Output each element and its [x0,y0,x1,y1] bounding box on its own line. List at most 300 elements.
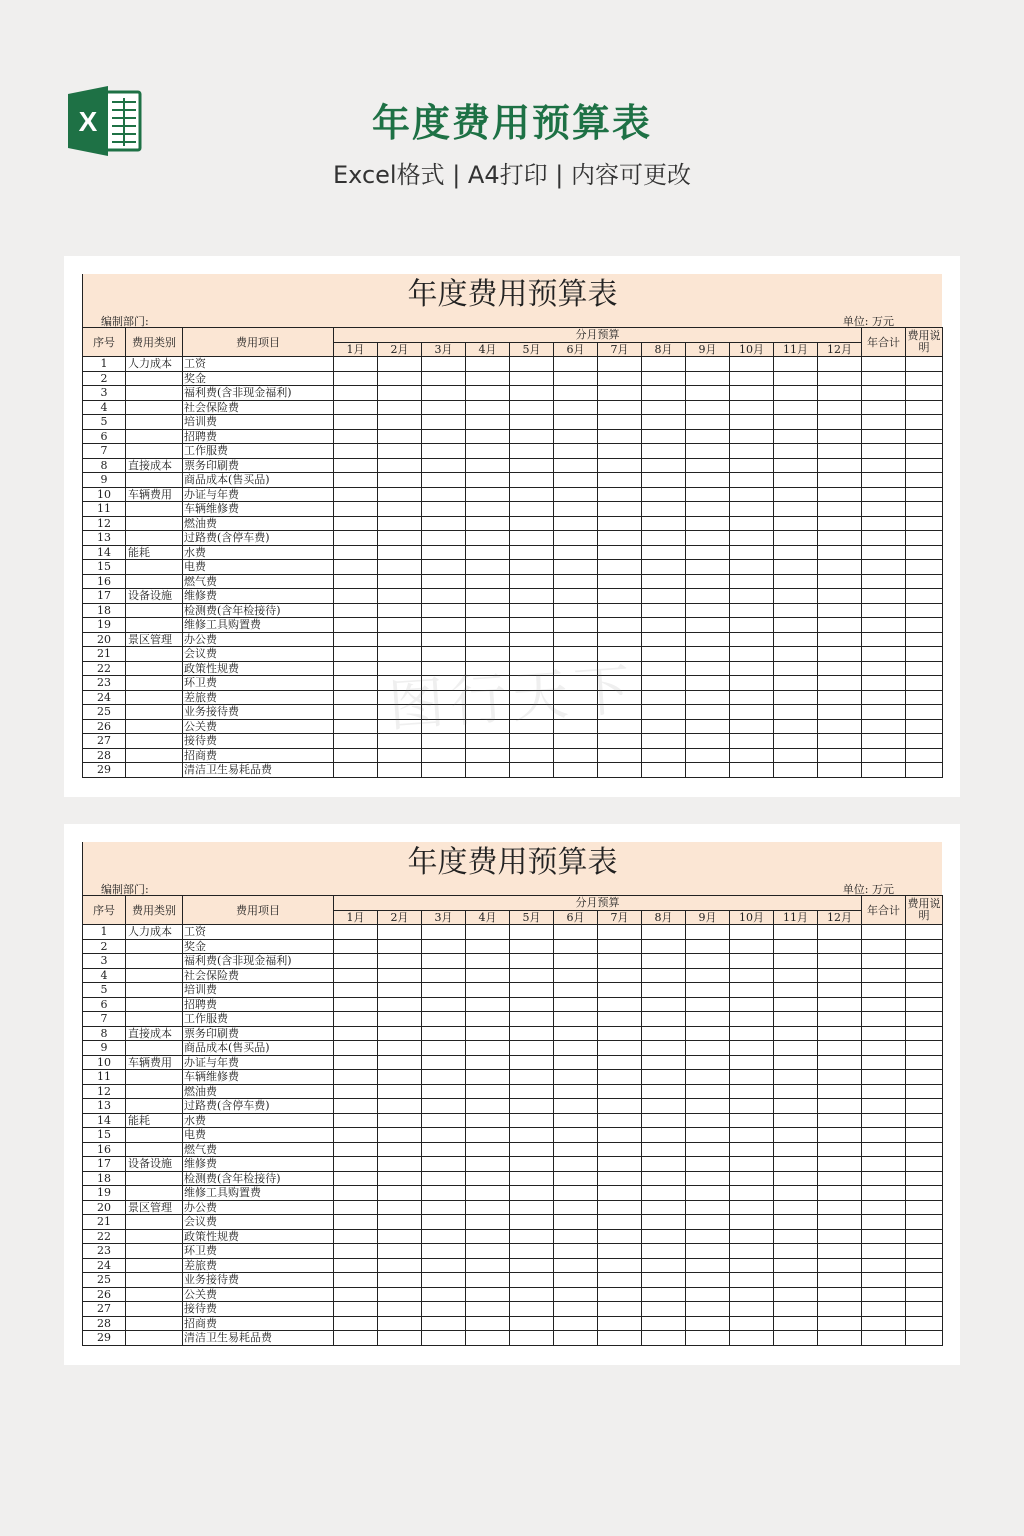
cell-month-value[interactable] [642,1012,686,1027]
cell-month-value[interactable] [466,473,510,488]
cell-month-value[interactable] [334,1316,378,1331]
cell-month-value[interactable] [730,661,774,676]
cell-total[interactable] [862,925,906,940]
cell-month-value[interactable] [334,705,378,720]
cell-month-value[interactable] [598,415,642,430]
cell-note[interactable] [906,429,943,444]
cell-month-value[interactable] [554,997,598,1012]
cell-month-value[interactable] [686,1012,730,1027]
cell-month-value[interactable] [378,748,422,763]
cell-seq[interactable]: 24 [83,1258,126,1273]
cell-month-value[interactable] [422,1026,466,1041]
cell-seq[interactable]: 15 [83,560,126,575]
cell-month-value[interactable] [466,1026,510,1041]
cell-month-value[interactable] [686,997,730,1012]
cell-seq[interactable]: 2 [83,371,126,386]
cell-month-value[interactable] [774,1215,818,1230]
cell-month-value[interactable] [422,545,466,560]
cell-month-value[interactable] [510,1128,554,1143]
cell-month-value[interactable] [334,1157,378,1172]
cell-note[interactable] [906,1273,943,1288]
cell-month-value[interactable] [774,502,818,517]
cell-month-value[interactable] [730,719,774,734]
cell-item[interactable]: 票务印刷费 [183,458,334,473]
cell-seq[interactable]: 9 [83,1041,126,1056]
cell-month-value[interactable] [334,748,378,763]
cell-note[interactable] [906,1041,943,1056]
cell-category[interactable] [126,954,183,969]
cell-month-value[interactable] [466,954,510,969]
cell-month-value[interactable] [774,1200,818,1215]
cell-note[interactable] [906,458,943,473]
cell-note[interactable] [906,1070,943,1085]
cell-month-value[interactable] [642,676,686,691]
cell-item[interactable]: 会议费 [183,647,334,662]
cell-month-value[interactable] [554,1287,598,1302]
cell-month-value[interactable] [686,1070,730,1085]
cell-month-value[interactable] [774,1128,818,1143]
cell-category[interactable] [126,1244,183,1259]
cell-month-value[interactable] [422,1316,466,1331]
cell-total[interactable] [862,1026,906,1041]
cell-month-value[interactable] [378,603,422,618]
cell-note[interactable] [906,444,943,459]
cell-seq[interactable]: 17 [83,1157,126,1172]
cell-month-value[interactable] [554,1171,598,1186]
cell-month-value[interactable] [818,1026,862,1041]
cell-month-value[interactable] [378,676,422,691]
cell-month-value[interactable] [466,1229,510,1244]
cell-month-value[interactable] [730,1273,774,1288]
cell-month-value[interactable] [422,429,466,444]
cell-month-value[interactable] [510,1302,554,1317]
cell-month-value[interactable] [686,1128,730,1143]
cell-month-value[interactable] [774,1099,818,1114]
cell-total[interactable] [862,473,906,488]
cell-month-value[interactable] [466,1084,510,1099]
cell-category[interactable] [126,400,183,415]
cell-total[interactable] [862,531,906,546]
cell-total[interactable] [862,1099,906,1114]
cell-month-value[interactable] [510,574,554,589]
cell-month-value[interactable] [422,1012,466,1027]
cell-month-value[interactable] [510,1084,554,1099]
cell-month-value[interactable] [466,1302,510,1317]
cell-note[interactable] [906,618,943,633]
cell-seq[interactable]: 17 [83,589,126,604]
cell-month-value[interactable] [422,734,466,749]
cell-total[interactable] [862,1113,906,1128]
cell-item[interactable]: 接待费 [183,734,334,749]
cell-month-value[interactable] [642,1258,686,1273]
cell-seq[interactable]: 25 [83,705,126,720]
cell-seq[interactable]: 1 [83,357,126,372]
cell-total[interactable] [862,371,906,386]
cell-month-value[interactable] [334,1142,378,1157]
cell-month-value[interactable] [818,748,862,763]
cell-month-value[interactable] [422,618,466,633]
cell-seq[interactable]: 15 [83,1128,126,1143]
cell-month-value[interactable] [334,1215,378,1230]
cell-month-value[interactable] [422,415,466,430]
cell-total[interactable] [862,632,906,647]
cell-month-value[interactable] [730,618,774,633]
cell-month-value[interactable] [774,1186,818,1201]
cell-category[interactable] [126,618,183,633]
cell-month-value[interactable] [686,1273,730,1288]
cell-month-value[interactable] [818,516,862,531]
cell-month-value[interactable] [510,1331,554,1346]
cell-month-value[interactable] [422,357,466,372]
cell-month-value[interactable] [730,1302,774,1317]
cell-month-value[interactable] [730,676,774,691]
cell-month-value[interactable] [774,386,818,401]
cell-note[interactable] [906,1186,943,1201]
cell-month-value[interactable] [730,1070,774,1085]
cell-month-value[interactable] [598,357,642,372]
cell-item[interactable]: 车辆维修费 [183,502,334,517]
cell-month-value[interactable] [378,1171,422,1186]
cell-month-value[interactable] [774,574,818,589]
cell-month-value[interactable] [378,1200,422,1215]
cell-note[interactable] [906,763,943,778]
cell-total[interactable] [862,1244,906,1259]
cell-month-value[interactable] [598,487,642,502]
cell-month-value[interactable] [686,954,730,969]
cell-month-value[interactable] [466,661,510,676]
cell-month-value[interactable] [334,357,378,372]
cell-month-value[interactable] [378,763,422,778]
cell-month-value[interactable] [818,1331,862,1346]
cell-month-value[interactable] [554,734,598,749]
cell-total[interactable] [862,1070,906,1085]
cell-month-value[interactable] [642,734,686,749]
cell-month-value[interactable] [334,1186,378,1201]
cell-month-value[interactable] [818,618,862,633]
cell-item[interactable]: 燃气费 [183,1142,334,1157]
cell-total[interactable] [862,1128,906,1143]
cell-month-value[interactable] [774,1070,818,1085]
cell-item[interactable]: 工作服费 [183,1012,334,1027]
cell-month-value[interactable] [818,357,862,372]
cell-month-value[interactable] [642,1142,686,1157]
cell-month-value[interactable] [774,939,818,954]
cell-month-value[interactable] [774,763,818,778]
cell-month-value[interactable] [642,1302,686,1317]
cell-month-value[interactable] [686,618,730,633]
cell-month-value[interactable] [466,1055,510,1070]
cell-category[interactable] [126,647,183,662]
cell-month-value[interactable] [554,386,598,401]
cell-month-value[interactable] [466,968,510,983]
cell-month-value[interactable] [466,371,510,386]
cell-total[interactable] [862,357,906,372]
cell-note[interactable] [906,925,943,940]
cell-month-value[interactable] [774,1026,818,1041]
cell-month-value[interactable] [466,1041,510,1056]
cell-item[interactable]: 政策性规费 [183,1229,334,1244]
cell-month-value[interactable] [774,1157,818,1172]
cell-item[interactable]: 招商费 [183,1316,334,1331]
cell-month-value[interactable] [554,473,598,488]
cell-month-value[interactable] [730,705,774,720]
cell-month-value[interactable] [334,371,378,386]
cell-month-value[interactable] [818,705,862,720]
cell-month-value[interactable] [642,954,686,969]
cell-month-value[interactable] [818,444,862,459]
cell-seq[interactable]: 11 [83,502,126,517]
cell-category[interactable]: 设备设施 [126,1157,183,1172]
cell-total[interactable] [862,1215,906,1230]
cell-item[interactable]: 公关费 [183,1287,334,1302]
cell-month-value[interactable] [554,1258,598,1273]
cell-month-value[interactable] [686,429,730,444]
cell-month-value[interactable] [730,1026,774,1041]
cell-month-value[interactable] [730,690,774,705]
cell-month-value[interactable] [774,371,818,386]
cell-total[interactable] [862,1084,906,1099]
cell-month-value[interactable] [730,763,774,778]
cell-month-value[interactable] [686,473,730,488]
cell-seq[interactable]: 27 [83,734,126,749]
cell-category[interactable] [126,705,183,720]
cell-month-value[interactable] [422,1215,466,1230]
cell-note[interactable] [906,357,943,372]
cell-month-value[interactable] [818,371,862,386]
cell-month-value[interactable] [686,690,730,705]
cell-category[interactable] [126,661,183,676]
cell-seq[interactable]: 20 [83,632,126,647]
cell-month-value[interactable] [466,1200,510,1215]
cell-note[interactable] [906,1026,943,1041]
cell-note[interactable] [906,647,943,662]
cell-month-value[interactable] [466,1070,510,1085]
cell-month-value[interactable] [774,1113,818,1128]
cell-month-value[interactable] [510,603,554,618]
cell-category[interactable] [126,748,183,763]
cell-month-value[interactable] [818,458,862,473]
cell-month-value[interactable] [334,386,378,401]
cell-total[interactable] [862,458,906,473]
cell-month-value[interactable] [378,954,422,969]
cell-month-value[interactable] [510,487,554,502]
cell-month-value[interactable] [510,386,554,401]
cell-month-value[interactable] [730,647,774,662]
cell-month-value[interactable] [818,968,862,983]
cell-note[interactable] [906,954,943,969]
cell-note[interactable] [906,1316,943,1331]
cell-month-value[interactable] [422,444,466,459]
cell-month-value[interactable] [422,1099,466,1114]
cell-month-value[interactable] [510,1229,554,1244]
cell-item[interactable]: 会议费 [183,1215,334,1230]
cell-month-value[interactable] [422,574,466,589]
cell-month-value[interactable] [510,357,554,372]
cell-month-value[interactable] [598,676,642,691]
cell-month-value[interactable] [422,589,466,604]
cell-item[interactable]: 检测费(含年检接待) [183,603,334,618]
cell-month-value[interactable] [774,458,818,473]
cell-month-value[interactable] [730,954,774,969]
cell-note[interactable] [906,473,943,488]
cell-month-value[interactable] [510,719,554,734]
cell-note[interactable] [906,589,943,604]
cell-month-value[interactable] [554,357,598,372]
cell-seq[interactable]: 14 [83,1113,126,1128]
cell-item[interactable]: 办公费 [183,1200,334,1215]
cell-month-value[interactable] [730,429,774,444]
cell-category[interactable] [126,473,183,488]
cell-month-value[interactable] [686,1229,730,1244]
cell-month-value[interactable] [774,429,818,444]
cell-month-value[interactable] [378,473,422,488]
cell-month-value[interactable] [774,661,818,676]
cell-month-value[interactable] [730,444,774,459]
cell-month-value[interactable] [730,1316,774,1331]
cell-month-value[interactable] [730,1200,774,1215]
cell-seq[interactable]: 21 [83,1215,126,1230]
cell-month-value[interactable] [334,603,378,618]
cell-month-value[interactable] [598,1258,642,1273]
cell-month-value[interactable] [730,458,774,473]
cell-month-value[interactable] [378,502,422,517]
cell-note[interactable] [906,1229,943,1244]
cell-item[interactable]: 业务接待费 [183,705,334,720]
cell-month-value[interactable] [334,690,378,705]
cell-seq[interactable]: 5 [83,983,126,998]
cell-month-value[interactable] [818,632,862,647]
cell-month-value[interactable] [598,647,642,662]
cell-month-value[interactable] [774,1055,818,1070]
cell-category[interactable]: 直接成本 [126,1026,183,1041]
cell-month-value[interactable] [554,1331,598,1346]
cell-item[interactable]: 车辆维修费 [183,1070,334,1085]
cell-month-value[interactable] [334,997,378,1012]
cell-month-value[interactable] [774,1273,818,1288]
cell-month-value[interactable] [686,487,730,502]
cell-item[interactable]: 环卫费 [183,676,334,691]
cell-seq[interactable]: 20 [83,1200,126,1215]
cell-month-value[interactable] [334,574,378,589]
cell-month-value[interactable] [598,632,642,647]
cell-month-value[interactable] [642,1055,686,1070]
cell-month-value[interactable] [554,444,598,459]
cell-note[interactable] [906,1215,943,1230]
cell-month-value[interactable] [422,690,466,705]
cell-month-value[interactable] [510,1186,554,1201]
cell-month-value[interactable] [730,1041,774,1056]
cell-item[interactable]: 环卫费 [183,1244,334,1259]
cell-total[interactable] [862,560,906,575]
cell-item[interactable]: 办证与年费 [183,1055,334,1070]
cell-month-value[interactable] [642,1215,686,1230]
cell-month-value[interactable] [554,1026,598,1041]
cell-month-value[interactable] [554,647,598,662]
cell-month-value[interactable] [730,968,774,983]
cell-seq[interactable]: 7 [83,444,126,459]
cell-month-value[interactable] [378,444,422,459]
cell-seq[interactable]: 18 [83,1171,126,1186]
cell-month-value[interactable] [334,661,378,676]
cell-month-value[interactable] [774,560,818,575]
cell-total[interactable] [862,1331,906,1346]
cell-month-value[interactable] [422,516,466,531]
cell-month-value[interactable] [466,560,510,575]
cell-total[interactable] [862,1316,906,1331]
cell-month-value[interactable] [642,1128,686,1143]
cell-month-value[interactable] [334,415,378,430]
cell-category[interactable] [126,968,183,983]
cell-month-value[interactable] [642,545,686,560]
cell-month-value[interactable] [818,386,862,401]
cell-month-value[interactable] [598,386,642,401]
cell-total[interactable] [862,719,906,734]
cell-month-value[interactable] [818,719,862,734]
cell-month-value[interactable] [334,647,378,662]
cell-month-value[interactable] [598,705,642,720]
cell-month-value[interactable] [554,1229,598,1244]
cell-month-value[interactable] [510,1099,554,1114]
cell-month-value[interactable] [422,502,466,517]
cell-seq[interactable]: 10 [83,487,126,502]
cell-month-value[interactable] [686,502,730,517]
cell-month-value[interactable] [422,371,466,386]
cell-month-value[interactable] [510,371,554,386]
cell-seq[interactable]: 13 [83,1099,126,1114]
cell-month-value[interactable] [598,473,642,488]
cell-month-value[interactable] [554,1244,598,1259]
cell-month-value[interactable] [378,939,422,954]
cell-month-value[interactable] [466,676,510,691]
cell-month-value[interactable] [422,1171,466,1186]
cell-month-value[interactable] [598,603,642,618]
cell-note[interactable] [906,1302,943,1317]
cell-month-value[interactable] [378,1142,422,1157]
cell-month-value[interactable] [378,719,422,734]
cell-month-value[interactable] [642,1041,686,1056]
cell-month-value[interactable] [686,386,730,401]
cell-month-value[interactable] [730,1244,774,1259]
cell-month-value[interactable] [642,1026,686,1041]
cell-month-value[interactable] [686,400,730,415]
cell-seq[interactable]: 19 [83,1186,126,1201]
cell-category[interactable] [126,1258,183,1273]
cell-seq[interactable]: 16 [83,1142,126,1157]
cell-month-value[interactable] [686,705,730,720]
cell-month-value[interactable] [334,400,378,415]
cell-month-value[interactable] [422,968,466,983]
cell-month-value[interactable] [554,1316,598,1331]
cell-seq[interactable]: 12 [83,516,126,531]
cell-month-value[interactable] [642,487,686,502]
cell-month-value[interactable] [378,968,422,983]
cell-month-value[interactable] [510,473,554,488]
cell-item[interactable]: 电费 [183,1128,334,1143]
cell-month-value[interactable] [686,1157,730,1172]
cell-item[interactable]: 业务接待费 [183,1273,334,1288]
cell-note[interactable] [906,1099,943,1114]
cell-note[interactable] [906,1287,943,1302]
cell-month-value[interactable] [642,983,686,998]
cell-month-value[interactable] [510,734,554,749]
cell-month-value[interactable] [642,1316,686,1331]
cell-month-value[interactable] [554,1157,598,1172]
cell-month-value[interactable] [510,925,554,940]
cell-total[interactable] [862,1258,906,1273]
cell-month-value[interactable] [378,400,422,415]
cell-month-value[interactable] [422,1302,466,1317]
cell-month-value[interactable] [510,545,554,560]
